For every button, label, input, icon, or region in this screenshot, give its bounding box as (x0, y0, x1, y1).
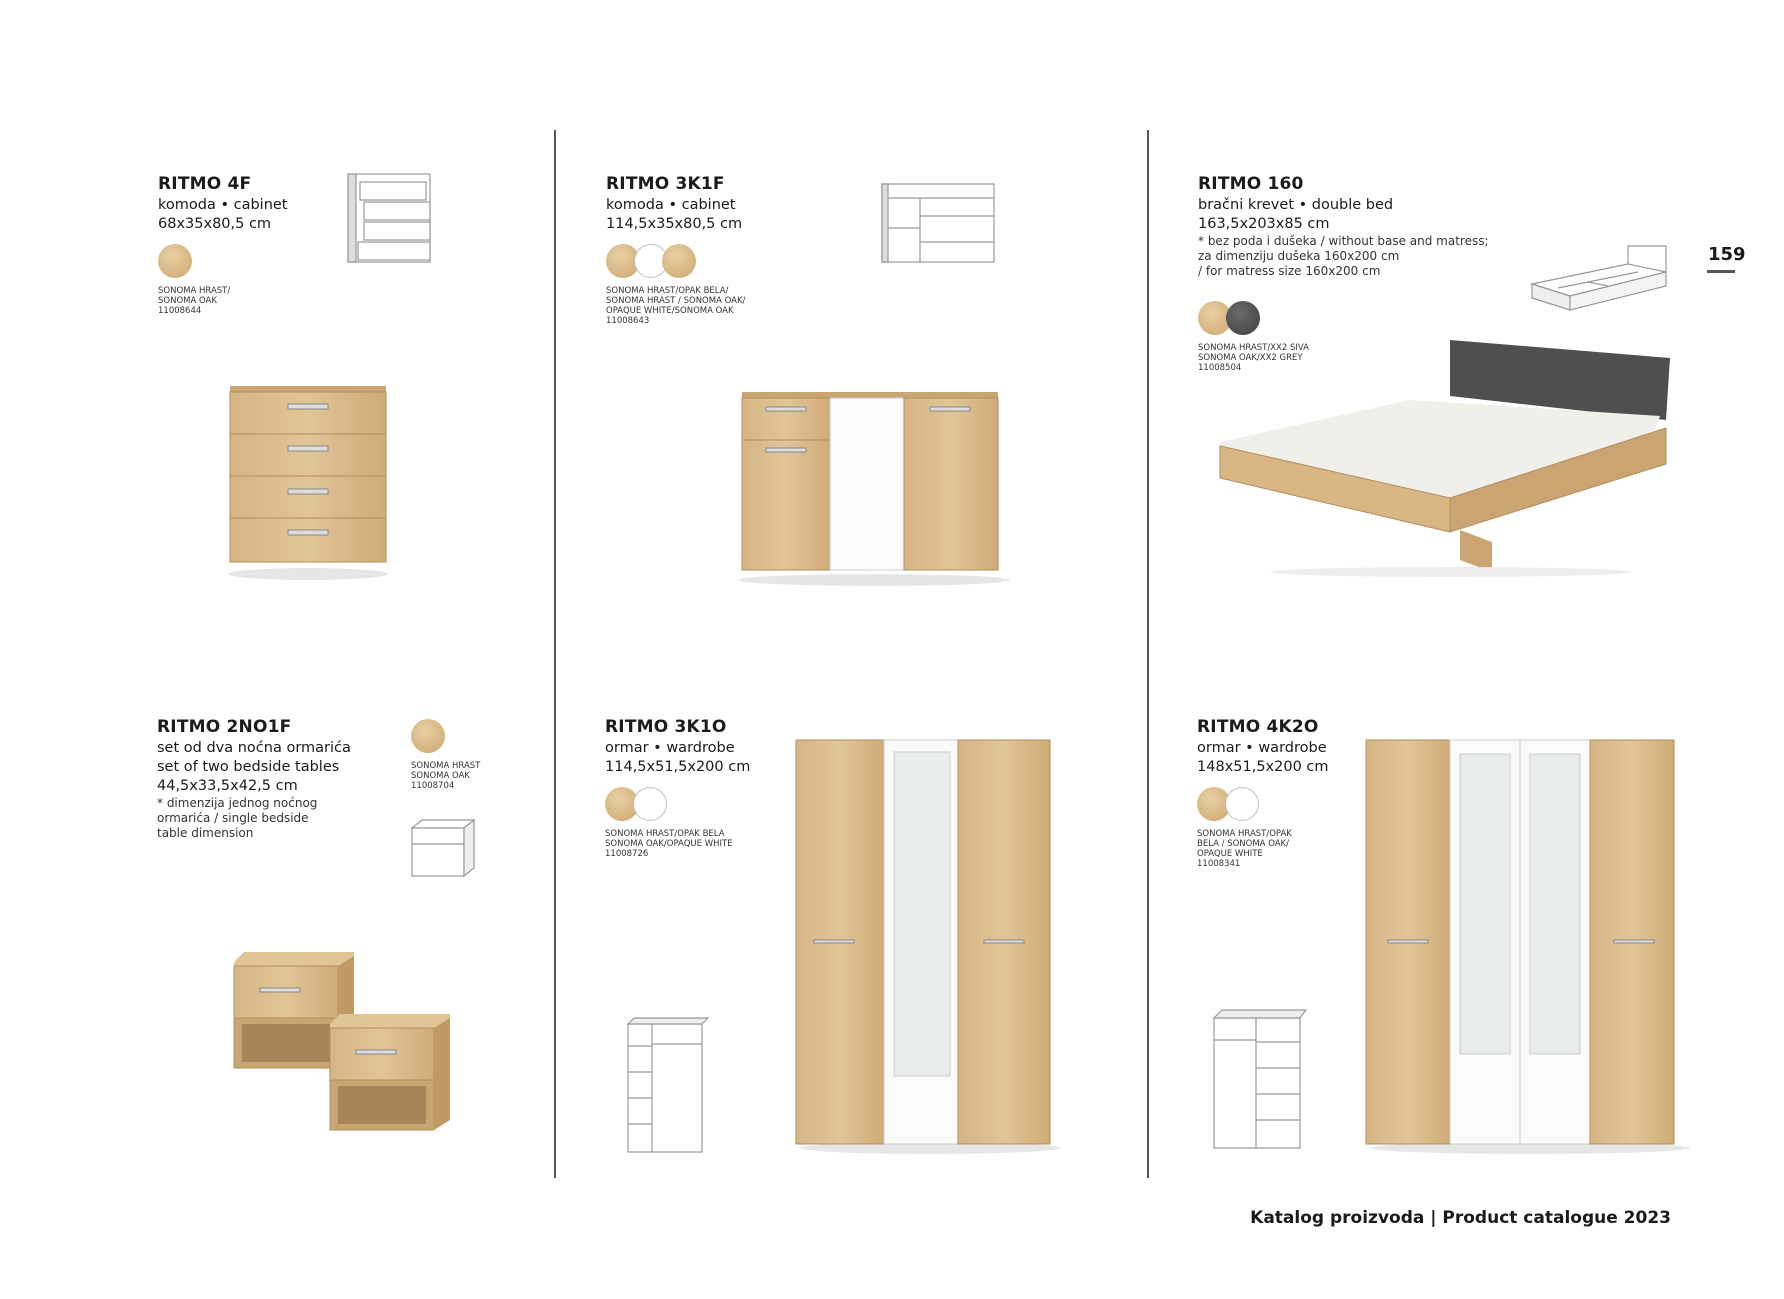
swatch-sonoma-oak (662, 244, 696, 278)
product-title: RITMO 4K2O (1197, 717, 1319, 737)
color-caption: SONOMA HRAST/OPAK BELA / SONOMA OAK/ OPAQUE WHITE 11008341 (1197, 829, 1292, 869)
product-type: komoda • cabinet (158, 197, 288, 213)
cabinet-4f-image (226, 382, 392, 582)
product-title: RITMO 4F (158, 174, 252, 194)
catalogue-footer: Katalog proizvoda | Product catalogue 2023 (1250, 1208, 1671, 1228)
color-swatches (606, 244, 866, 278)
bedside-table-line-drawing (408, 816, 478, 880)
swatch-sonoma-oak (411, 719, 445, 753)
wardrobe-line-drawing (624, 1016, 710, 1156)
product-dimensions: 148x51,5x200 cm (1197, 759, 1329, 775)
cabinet-line-drawing (878, 176, 998, 270)
color-swatches (1198, 301, 1518, 335)
page-number: 159 (1708, 244, 1746, 265)
product-dimensions: 68x35x80,5 cm (158, 216, 272, 232)
product-title: RITMO 2NO1F (157, 717, 292, 737)
product-title: RITMO 3K1O (605, 717, 727, 737)
product-ritmo-2no1f (157, 717, 397, 841)
column-divider-right (1147, 130, 1149, 1178)
product-type: bračni krevet • double bed (1198, 197, 1394, 213)
product-type: komoda • cabinet (606, 197, 736, 213)
product-type-hr: set od dva noćna ormarića (157, 740, 351, 756)
product-dimensions: 44,5x33,5x42,5 cm (157, 778, 298, 794)
color-caption: SONOMA HRAST/OPAK BELA SONOMA OAK/OPAQUE WHITE 11008726 (605, 829, 733, 859)
bed-line-drawing (1528, 240, 1670, 326)
wardrobe-3k1o-image (790, 736, 1080, 1156)
color-caption: SONOMA HRAST/XX2 SIVA SONOMA OAK/XX2 GREY 11008504 (1198, 343, 1309, 373)
product-dimensions: 114,5x35x80,5 cm (606, 216, 743, 232)
wardrobe-4k2o-image (1360, 736, 1700, 1156)
bedside-tables-image (230, 950, 462, 1140)
swatch-opaque-white (633, 787, 667, 821)
swatch-sonoma-oak (158, 244, 192, 278)
swatch-grey (1226, 301, 1260, 335)
bed-image (1210, 332, 1680, 582)
color-block-2no1f (411, 719, 511, 791)
product-dimensions: 163,5x203x85 cm (1198, 216, 1330, 232)
product-dimensions: 114,5x51,5x200 cm (605, 759, 751, 775)
product-title: RITMO 160 (1198, 174, 1304, 194)
product-ritmo-3k1f (606, 174, 866, 326)
column-divider-left (554, 130, 556, 1178)
wardrobe-line-drawing (1210, 1008, 1310, 1152)
product-note: * bez poda i dušeka / without base and matress; za dimenziju dušeka 160x200 cm / for matress size 160x200 cm (1198, 234, 1489, 278)
swatch-opaque-white (1225, 787, 1259, 821)
color-caption: SONOMA HRAST/OPAK BELA/ SONOMA HRAST / SONOMA OAK/ OPAQUE WHITE/SONOMA OAK 11008643 (606, 286, 746, 326)
product-type-en: set of two bedside tables (157, 759, 340, 775)
page-number-underline (1707, 270, 1735, 273)
product-title: RITMO 3K1F (606, 174, 725, 194)
product-type: ormar • wardrobe (605, 740, 735, 756)
product-note: * dimenzija jednog noćnog ormarića / single bedside table dimension (157, 796, 318, 840)
color-swatches (411, 719, 511, 753)
cabinet-line-drawing (344, 170, 434, 268)
color-caption: SONOMA HRAST/ SONOMA OAK 11008644 (158, 286, 231, 316)
product-type: ormar • wardrobe (1197, 740, 1327, 756)
cabinet-3k1f-image (734, 388, 1014, 588)
color-caption: SONOMA HRAST SONOMA OAK 11008704 (411, 761, 481, 791)
